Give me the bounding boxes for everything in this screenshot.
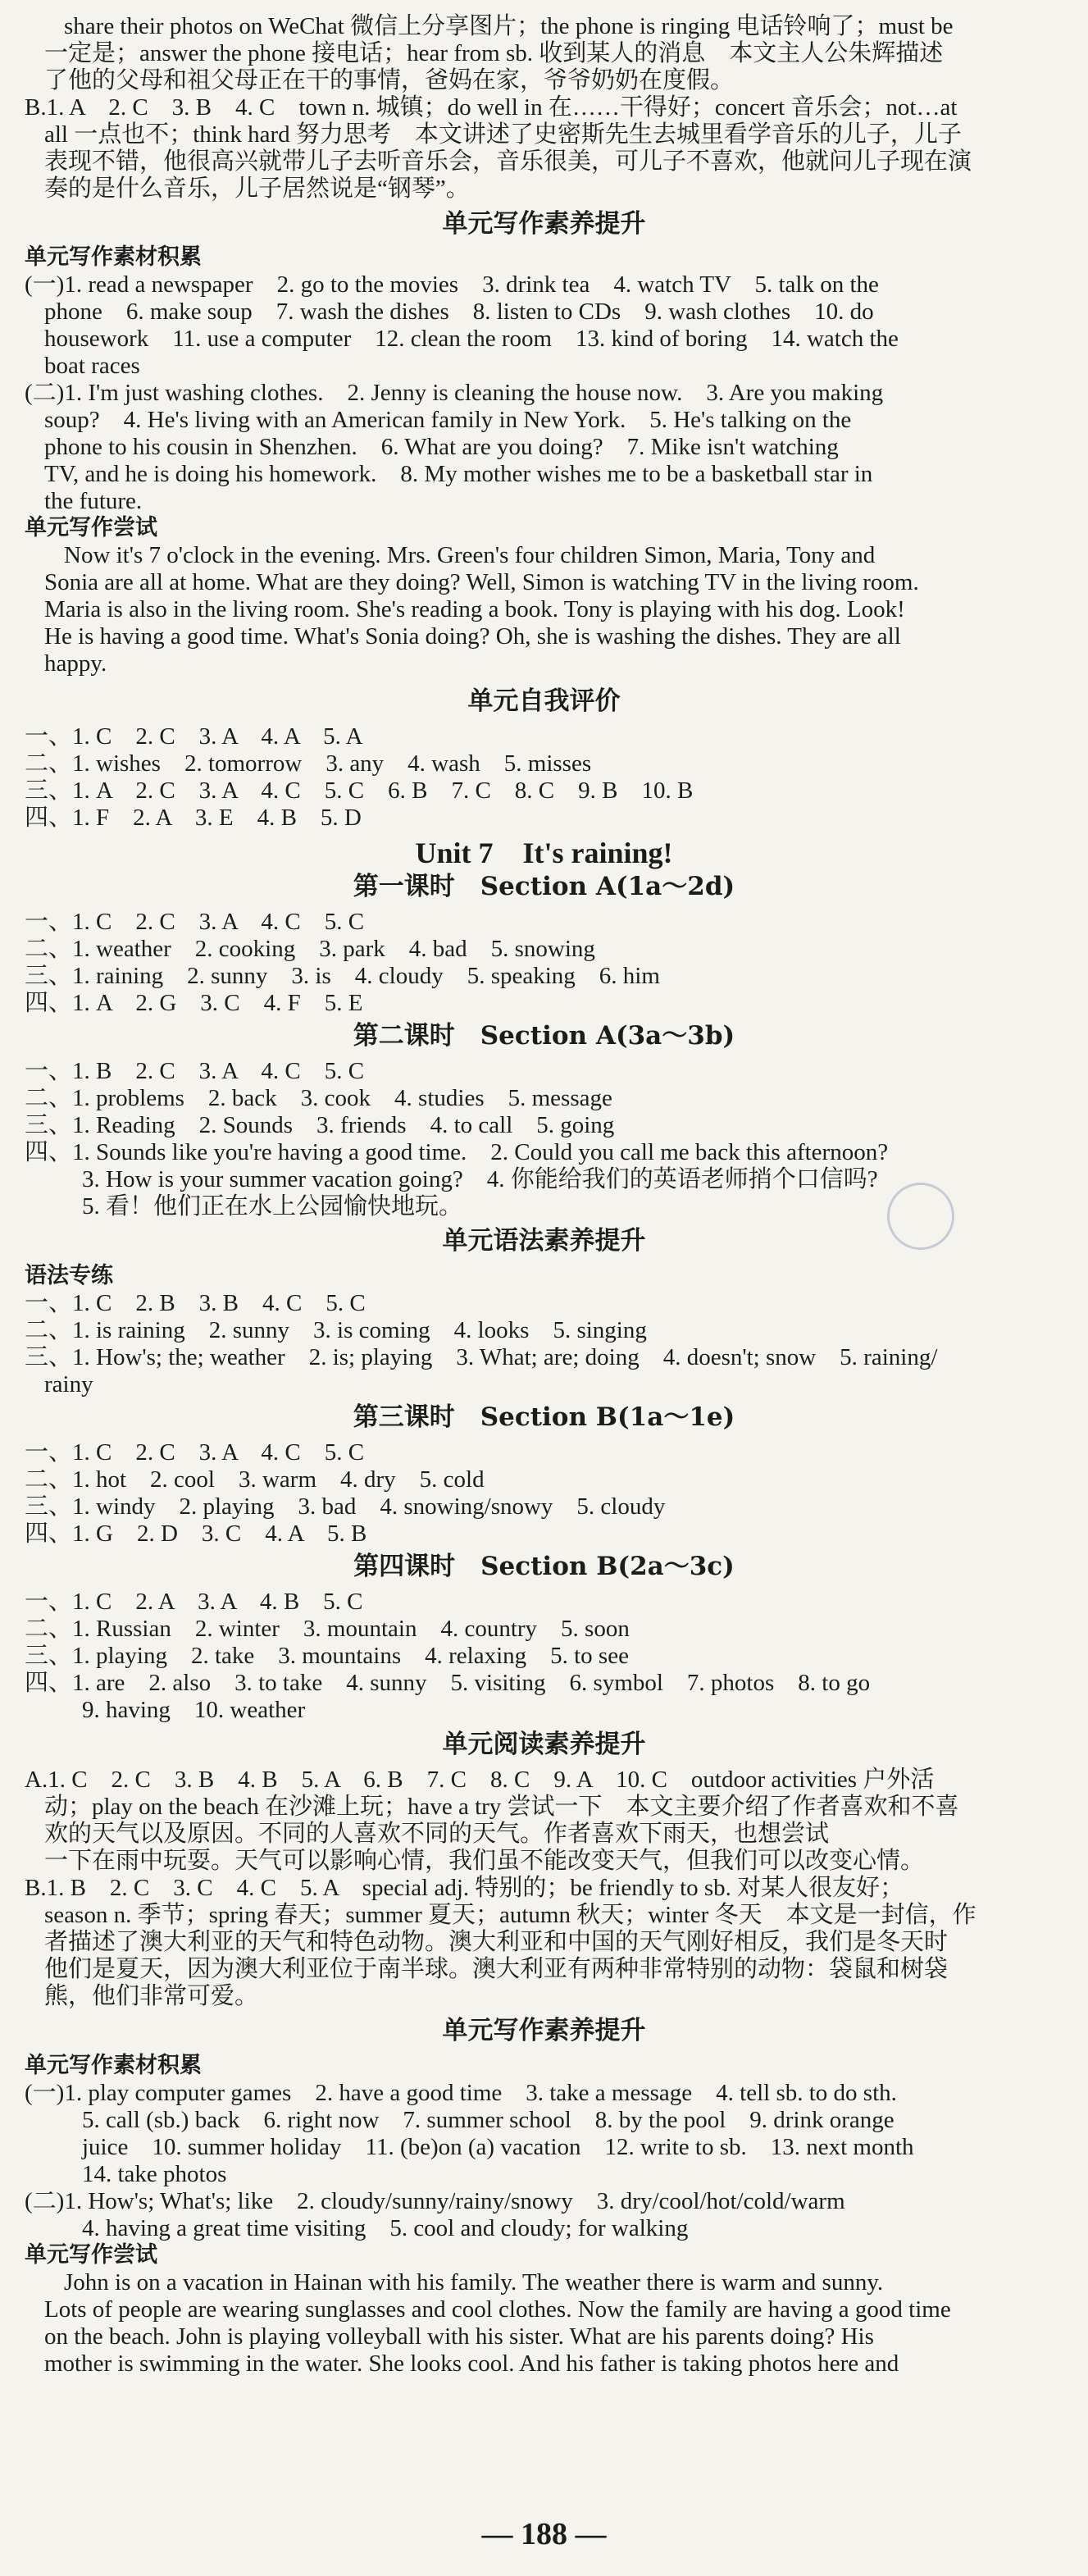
subsection-heading: 单元写作素材积累 bbox=[25, 2053, 202, 2078]
unit-title: Unit 7 It's raining! bbox=[415, 837, 673, 869]
text-line: 二、1. is raining 2. sunny 3. is coming 4. looks 5. singing bbox=[25, 1317, 647, 1343]
text-line: (二)1. I'm just washing clothes. 2. Jenny is cleaning the house now. 3. Are you making bbox=[25, 380, 884, 406]
text-line: 一下在雨中玩耍。天气可以影响心情，我们虽不能改变天气，但我们可以改变心情。 bbox=[44, 1848, 925, 1874]
text-line: Now it's 7 o'clock in the evening. Mrs. Green's four children Simon, Maria, Tony and bbox=[64, 542, 876, 568]
text-line: juice 10. summer holiday 11. (be)on (a) vacation 12. write to sb. 13. next month bbox=[82, 2134, 914, 2160]
text-line: (二)1. How's; What's; like 2. cloudy/sunny/rainy/snowy 3. dry/cool/hot/cold/warm bbox=[25, 2188, 845, 2214]
text-line: housework 11. use a computer 12. clean the room 13. kind of boring 14. watch the bbox=[44, 326, 899, 352]
text-line: 者描述了澳大利亚的天气和特色动物。澳大利亚和中国的天气刚好相反，我们是冬天时 bbox=[44, 1929, 949, 1955]
text-line: 二、1. weather 2. cooking 3. park 4. bad 5. snowing bbox=[25, 936, 595, 962]
text-line: 四、1. A 2. G 3. C 4. F 5. E bbox=[25, 990, 363, 1016]
text-line: 3. How is your summer vacation going? 4. 你能给我们的英语老师捎个口信吗? bbox=[82, 1166, 878, 1192]
subsection-heading: 单元写作尝试 bbox=[25, 2242, 157, 2268]
text-line: mother is swimming in the water. She looks cool. And his father is taking photos here and bbox=[44, 2350, 899, 2377]
text-line: 二、1. Russian 2. winter 3. mountain 4. country 5. soon bbox=[25, 1616, 630, 1642]
text-line: 三、1. windy 2. playing 3. bad 4. snowing/snowy 5. cloudy bbox=[25, 1493, 666, 1520]
text-line: season n. 季节；spring 春天；summer 夏天；autumn 秋天；winter 冬天 本文是一封信，作 bbox=[44, 1902, 976, 1928]
text-line: 二、1. hot 2. cool 3. warm 4. dry 5. cold bbox=[25, 1466, 485, 1493]
text-line: phone 6. make soup 7. wash the dishes 8. listen to CDs 9. wash clothes 10. do bbox=[44, 299, 874, 325]
lesson-heading: 第一课时 Section A(1a～2d) bbox=[353, 872, 735, 901]
text-line: 4. having a great time visiting 5. cool and cloudy; for walking bbox=[82, 2215, 689, 2241]
text-line: 欢的天气以及原因。不同的人喜欢不同的天气。作者喜欢下雨天，也想尝试 bbox=[44, 1821, 830, 1847]
text-line: 三、1. Reading 2. Sounds 3. friends 4. to call 5. going bbox=[25, 1112, 615, 1138]
text-line: (一)1. play computer games 2. have a good time 3. take a message 4. tell sb. to do sth. bbox=[25, 2080, 897, 2106]
text-line: (一)1. read a newspaper 2. go to the movies 3. drink tea 4. watch TV 5. talk on the bbox=[25, 271, 879, 298]
text-line: 三、1. A 2. C 3. A 4. C 5. C 6. B 7. C 8. C 9. B 10. B bbox=[25, 777, 694, 804]
section-heading: 单元语法素养提升 bbox=[442, 1226, 646, 1256]
text-line: 9. having 10. weather bbox=[82, 1697, 306, 1723]
text-line: soup? 4. He's living with an American family in New York. 5. He's talking on the bbox=[44, 407, 852, 433]
text-line: happy. bbox=[44, 650, 107, 677]
text-line: 四、1. are 2. also 3. to take 4. sunny 5. visiting 6. symbol 7. photos 8. to go bbox=[25, 1670, 871, 1696]
text-line: 三、1. raining 2. sunny 3. is 4. cloudy 5. speaking 6. him bbox=[25, 963, 660, 989]
text-line: 一、1. C 2. A 3. A 4. B 5. C bbox=[25, 1589, 363, 1615]
text-line: 三、1. How's; the; weather 2. is; playing 3. What; are; doing 4. doesn't; snow 5. raining/ bbox=[25, 1344, 938, 1370]
text-line: 他们是夏天，因为澳大利亚位于南半球。澳大利亚有两种非常特别的动物：袋鼠和树袋 bbox=[44, 1956, 949, 1982]
text-line: Maria is also in the living room. She's reading a book. Tony is playing with his dog. Look! bbox=[44, 596, 905, 622]
text-line: 二、1. problems 2. back 3. cook 4. studies 5. message bbox=[25, 1085, 612, 1111]
text-line: on the beach. John is playing volleyball with his sister. What are his parents doing? His bbox=[44, 2323, 874, 2350]
text-line: 一定是；answer the phone 接电话；hear from sb. 收到某人的消息 本文主人公朱辉描述 bbox=[44, 40, 944, 66]
text-line: 四、1. F 2. A 3. E 4. B 5. D bbox=[25, 805, 362, 831]
subsection-heading: 单元写作尝试 bbox=[25, 515, 157, 540]
text-line: boat races bbox=[44, 353, 140, 379]
text-line: Lots of people are wearing sunglasses and cool clothes. Now the family are having a good time bbox=[44, 2296, 951, 2323]
text-line: TV, and he is doing his homework. 8. My mother wishes me to be a basketball star in bbox=[44, 461, 873, 487]
page-number: — 188 — bbox=[481, 2517, 607, 2551]
text-line: 5. 看！他们正在水上公园愉快地玩。 bbox=[82, 1193, 463, 1220]
section-heading: 单元写作素养提升 bbox=[442, 2016, 646, 2045]
section-heading: 单元写作素养提升 bbox=[442, 209, 646, 239]
text-line: 动；play on the beach 在沙滩上玩；have a try 尝试一下 本文主要介绍了作者喜欢和不喜 bbox=[44, 1794, 959, 1820]
text-line: 了他的父母和祖父母正在干的事情，爸妈在家，爷爷奶奶在度假。 bbox=[44, 67, 735, 93]
subsection-heading: 语法专练 bbox=[25, 1263, 113, 1288]
text-line: A.1. C 2. C 3. B 4. B 5. A 6. B 7. C 8. C 9. A 10. C outdoor activities 户外活 bbox=[25, 1767, 935, 1793]
text-line: phone to his cousin in Shenzhen. 6. What are you doing? 7. Mike isn't watching bbox=[44, 434, 839, 460]
text-line: 二、1. wishes 2. tomorrow 3. any 4. wash 5. misses bbox=[25, 750, 592, 777]
text-line: 一、1. C 2. C 3. A 4. C 5. C bbox=[25, 909, 365, 935]
section-heading: 单元自我评价 bbox=[467, 686, 621, 716]
text-line: 熊，他们非常可爱。 bbox=[44, 1983, 259, 2009]
text-line: the future. bbox=[44, 488, 143, 514]
text-line: 四、1. G 2. D 3. C 4. A 5. B bbox=[25, 1521, 367, 1547]
text-line: 四、1. Sounds like you're having a good time. 2. Could you call me back this afternoon? bbox=[25, 1139, 889, 1165]
text-line: 奏的是什么音乐，儿子居然说是“钢琴”。 bbox=[44, 176, 470, 202]
lesson-heading: 第三课时 Section B(1a～1e) bbox=[353, 1402, 735, 1432]
text-line: Sonia are all at home. What are they doing? Well, Simon is watching TV in the living room. bbox=[44, 569, 919, 595]
text-line: B.1. B 2. C 3. C 4. C 5. A special adj. 特别的；be friendly to sb. 对某人很友好； bbox=[25, 1875, 904, 1901]
text-line: 表现不错，他很高兴就带儿子去听音乐会，音乐很美，可儿子不喜欢，他就问儿子现在演 bbox=[44, 148, 972, 175]
text-line: 三、1. playing 2. take 3. mountains 4. relaxing 5. to see bbox=[25, 1643, 629, 1669]
text-line: all 一点也不；think hard 努力思考 本文讲述了史密斯先生去城里看学音乐的儿子，儿子 bbox=[44, 121, 962, 148]
text-line: 一、1. C 2. C 3. A 4. C 5. C bbox=[25, 1439, 365, 1466]
text-line: share their photos on WeChat 微信上分享图片；the phone is ringing 电话铃响了；must be bbox=[64, 13, 954, 39]
subsection-heading: 单元写作素材积累 bbox=[25, 244, 202, 270]
text-line: 一、1. C 2. B 3. B 4. C 5. C bbox=[25, 1290, 366, 1316]
text-line: 一、1. C 2. C 3. A 4. A 5. A bbox=[25, 723, 363, 750]
text-line: B.1. A 2. C 3. B 4. C town n. 城镇；do well in 在……干得好；concert 音乐会；not…at bbox=[25, 94, 958, 121]
text-line: 5. call (sb.) back 6. right now 7. summer school 8. by the pool 9. drink orange bbox=[82, 2107, 895, 2133]
text-line: 14. take photos bbox=[82, 2161, 227, 2187]
lesson-heading: 第四课时 Section B(2a～3c) bbox=[353, 1552, 735, 1581]
text-line: rainy bbox=[44, 1371, 93, 1397]
lesson-heading: 第二课时 Section A(3a～3b) bbox=[353, 1021, 735, 1051]
text-line: John is on a vacation in Hainan with his family. The weather there is warm and sunny. bbox=[64, 2269, 884, 2296]
text-line: 一、1. B 2. C 3. A 4. C 5. C bbox=[25, 1058, 365, 1084]
text-line: He is having a good time. What's Sonia doing? Oh, she is washing the dishes. They are all bbox=[44, 623, 901, 650]
section-heading: 单元阅读素养提升 bbox=[442, 1730, 646, 1759]
